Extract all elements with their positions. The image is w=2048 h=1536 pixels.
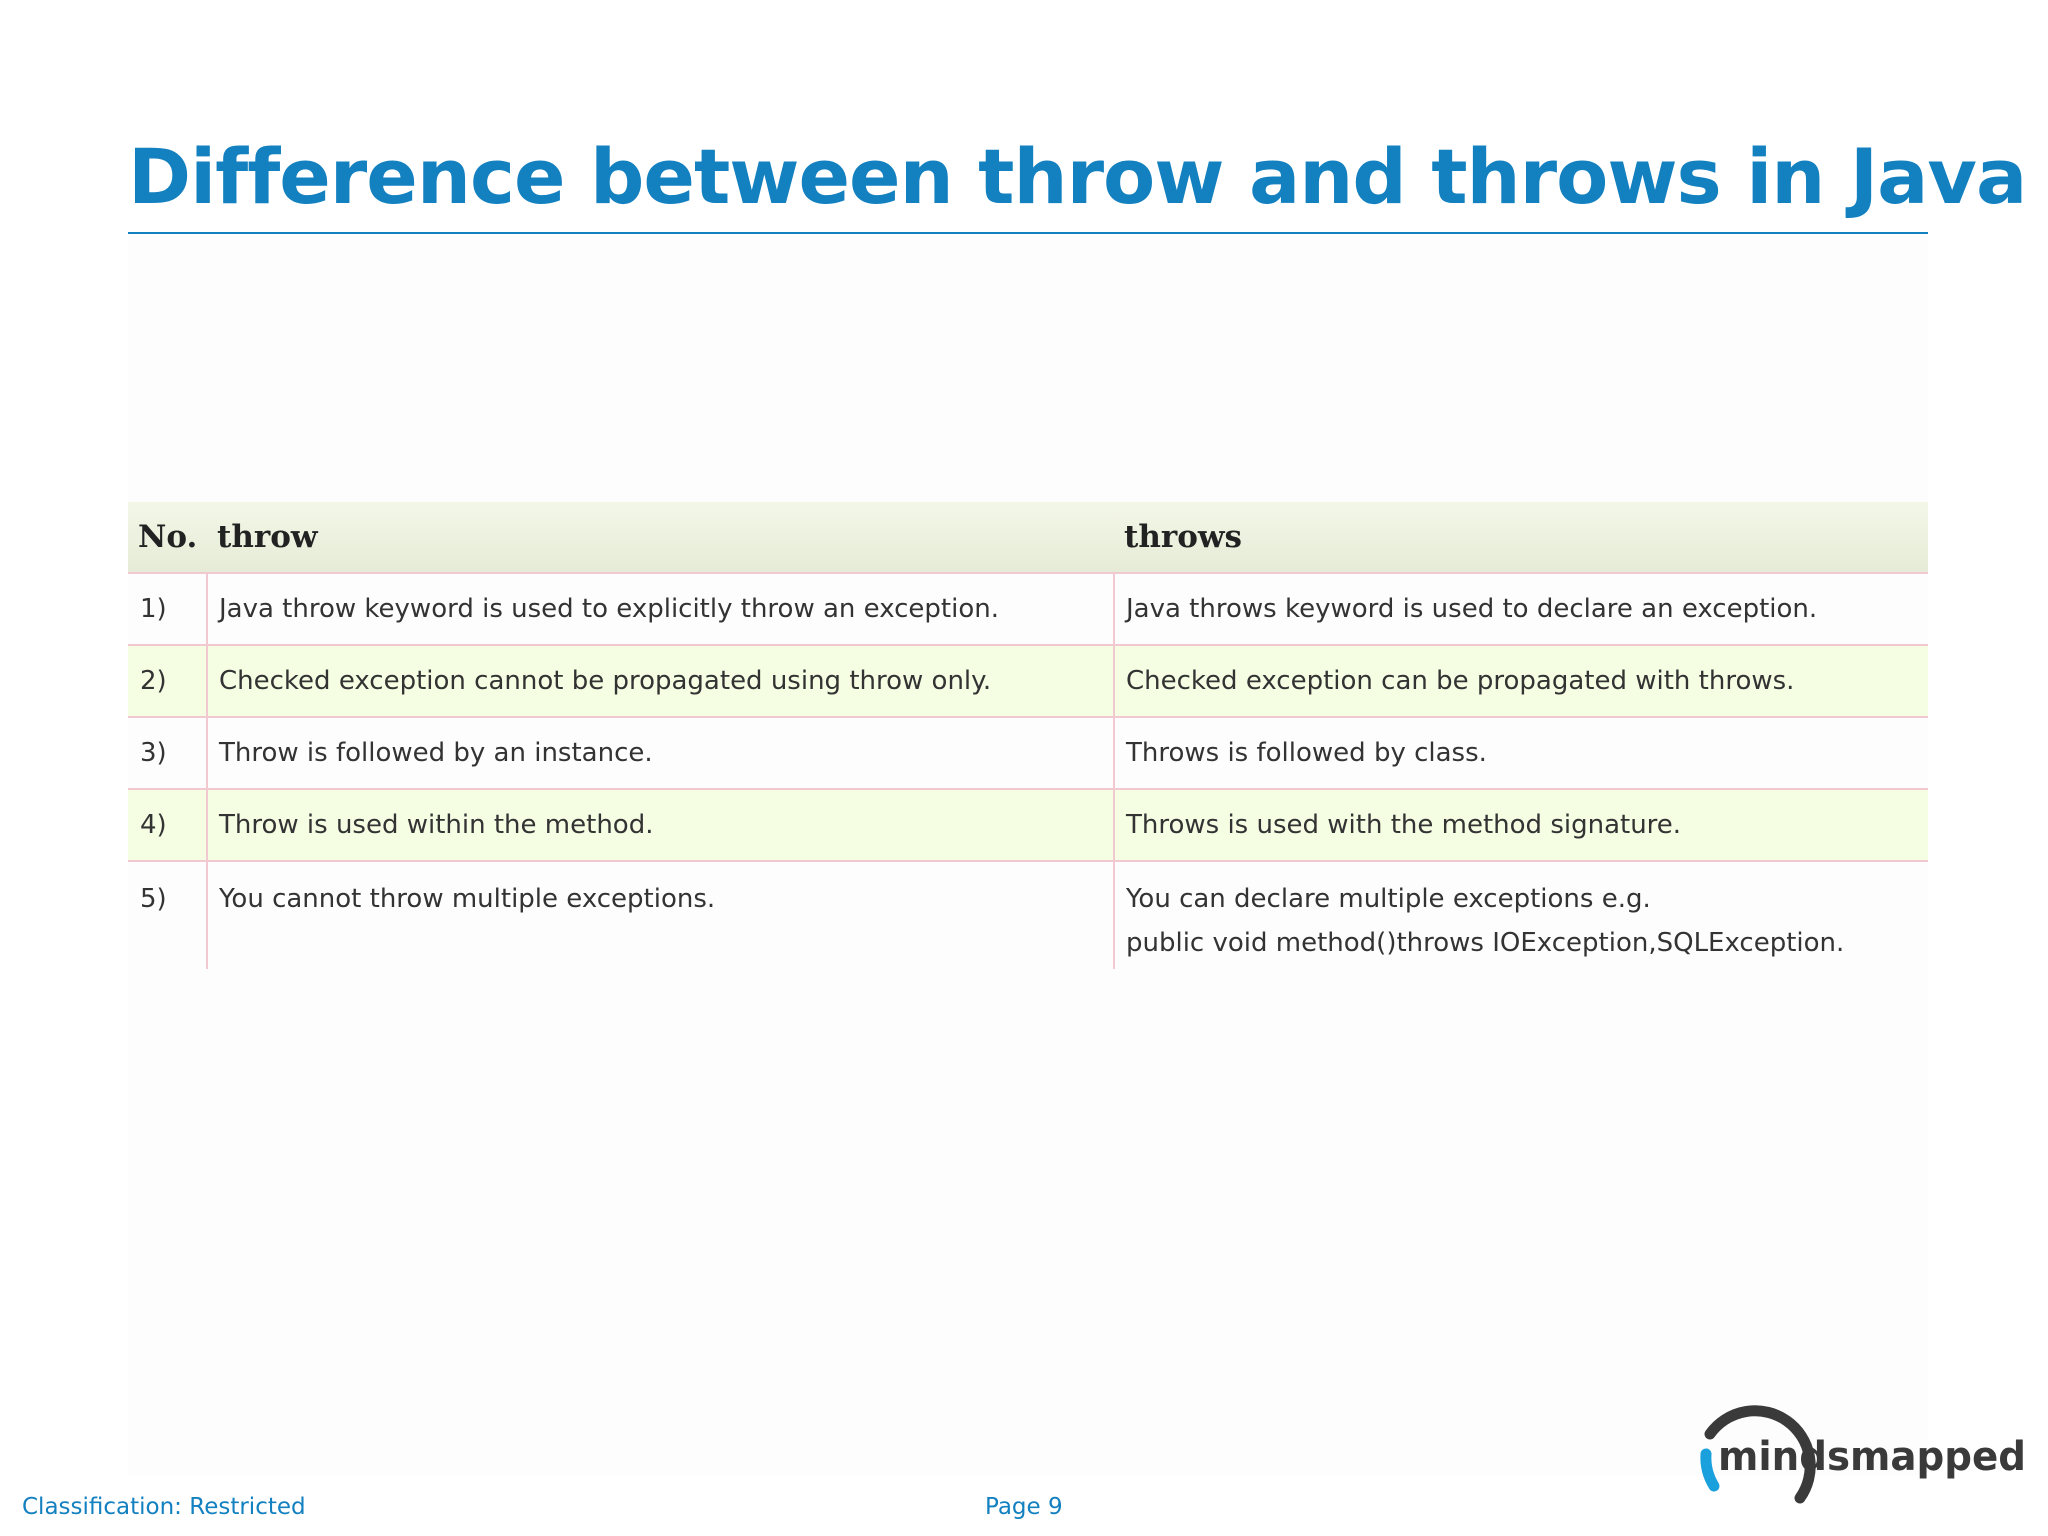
table-row xyxy=(128,861,1928,969)
table-row xyxy=(128,717,1928,789)
throw-cell: Checked exception cannot be propagated using throw only. xyxy=(207,645,1114,717)
logo-wordmark: mindsmapped xyxy=(1718,1434,2026,1480)
classification-label: Classification: Restricted xyxy=(22,1494,306,1520)
row-number: 2) xyxy=(128,645,207,717)
row-number: 3) xyxy=(128,717,207,789)
header-no: No. xyxy=(128,502,207,573)
table-header-row xyxy=(128,502,1928,573)
header-throws: throws xyxy=(1114,502,1928,573)
throw-cell: Throw is used within the method. xyxy=(207,789,1114,861)
throws-cell: Throws is followed by class. xyxy=(1114,717,1928,789)
table-row xyxy=(128,645,1928,717)
table-row xyxy=(128,789,1928,861)
throws-cell: Checked exception can be propagated with throws. xyxy=(1114,645,1928,717)
page-title: Difference between throw and throws in Java xyxy=(128,132,2027,221)
throw-cell: You cannot throw multiple exceptions. xyxy=(207,861,1114,969)
row-number: 4) xyxy=(128,789,207,861)
throw-cell: Java throw keyword is used to explicitly throw an exception. xyxy=(207,573,1114,645)
throws-cell: Throws is used with the method signature. xyxy=(1114,789,1928,861)
mindsmapped-logo xyxy=(1688,1398,2033,1516)
header-throw: throw xyxy=(207,502,1114,573)
throws-cell-line2: public void method()throws IOException,SQLException. xyxy=(1126,928,1845,958)
row-number: 1) xyxy=(128,573,207,645)
logo-ring-accent xyxy=(1706,1454,1714,1486)
throw-cell: Throw is followed by an instance. xyxy=(207,717,1114,789)
page-number: Page 9 xyxy=(985,1494,1063,1520)
throws-cell-line1: You can declare multiple exceptions e.g. xyxy=(1126,884,1651,914)
row-number: 5) xyxy=(140,884,167,914)
table-row xyxy=(128,573,1928,645)
throws-cell: Java throws keyword is used to declare an exception. xyxy=(1114,573,1928,645)
comparison-table xyxy=(128,502,1928,969)
throws-cell xyxy=(1114,861,1928,969)
title-underline xyxy=(128,232,1928,234)
